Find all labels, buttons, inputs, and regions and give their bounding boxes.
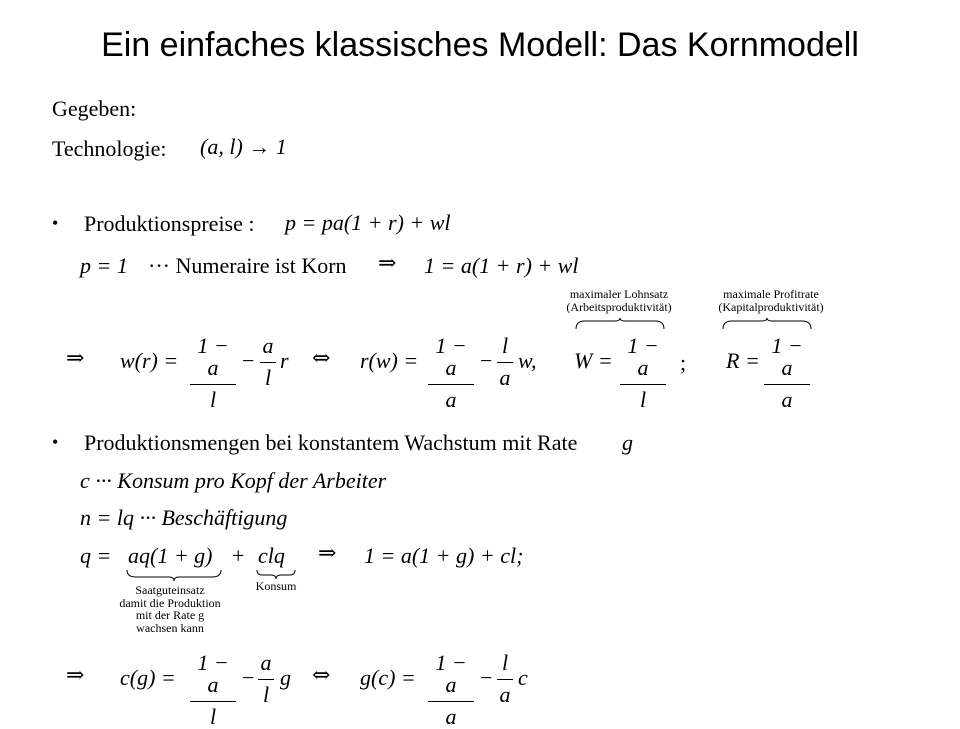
max-profit-brace	[722, 318, 812, 330]
rw-w: w,	[518, 348, 537, 373]
rw-fraction-2	[497, 335, 513, 389]
max-wage-label	[555, 288, 683, 313]
minus-sign: −	[242, 665, 255, 690]
denominator: a	[499, 682, 511, 707]
rw-lhs: r(w) =	[360, 348, 419, 373]
wr-lhs: w(r) =	[120, 348, 179, 373]
cg-g: g	[280, 665, 291, 690]
numerator: 1 − a	[197, 650, 229, 697]
cg-fraction-2	[258, 652, 274, 706]
numerator: 1 − a	[771, 333, 803, 380]
numerator: 1 − a	[435, 650, 467, 697]
max-profit-label-line1: maximale Profitrate	[723, 287, 819, 301]
gc-c: c	[518, 665, 528, 690]
semicolon: ;	[680, 350, 687, 375]
denominator: l	[209, 704, 217, 729]
seed-label	[100, 584, 240, 634]
denominator: l	[209, 387, 217, 412]
production-prices-label: Produktionspreise :	[84, 211, 255, 236]
W-lhs: W =	[574, 348, 613, 373]
plus-sign: +	[232, 543, 245, 568]
seed-label-line2: damit die Produktion	[119, 595, 221, 610]
consumption-line: c ··· Konsum pro Kopf der Arbeiter	[80, 468, 387, 493]
q-term-consumption: clq	[258, 543, 285, 568]
implies-arrow: ⇒	[66, 663, 85, 688]
numerator: l	[501, 650, 509, 675]
bullet-2: •	[52, 432, 59, 452]
max-wage-brace	[575, 318, 665, 330]
growth-rate-var: g	[622, 430, 633, 455]
numeraire-formula: 1 = a(1 + r) + wl	[424, 253, 579, 278]
implies-arrow: ⇒	[66, 346, 85, 371]
R-lhs: R =	[726, 348, 760, 373]
consumption-label: Konsum	[255, 579, 297, 593]
denominator: l	[639, 387, 647, 412]
numeraire-text: ··· Numeraire ist Korn	[148, 253, 347, 278]
minus-sign: −	[480, 665, 493, 690]
wr-fraction-1	[190, 335, 236, 411]
numerator: 1 − a	[435, 333, 467, 380]
production-prices-formula: p = pa(1 + r) + wl	[285, 210, 451, 235]
equivalence-arrow: ⇔	[312, 346, 331, 371]
max-profit-label-line2: (Kapitalproduktivität)	[718, 299, 824, 314]
employment-line: n = lq ··· Beschäftigung	[80, 505, 288, 530]
technology-formula: (a, l) → 1	[200, 134, 287, 159]
cg-lhs: c(g) =	[120, 665, 176, 690]
numerator: 1 − a	[197, 333, 229, 380]
numerator: a	[260, 650, 272, 675]
gc-lhs: g(c) =	[360, 665, 416, 690]
seed-label-line1: Saatguteinsatz	[135, 583, 205, 597]
wr-r: r	[280, 348, 289, 373]
seed-label-line3: mit der Rate g	[135, 608, 205, 623]
max-wage-label-line2: (Arbeitsproduktivität)	[566, 299, 672, 314]
denominator: l	[262, 682, 270, 707]
technology-label: Technologie:	[52, 136, 167, 161]
given-label: Gegeben:	[52, 96, 137, 121]
numeraire-lhs: p = 1	[80, 253, 128, 278]
numerator: 1 − a	[627, 333, 659, 380]
denominator: a	[781, 387, 793, 412]
consumption-brace	[256, 569, 296, 579]
rw-fraction-1	[428, 335, 474, 411]
q-rhs: 1 = a(1 + g) + cl;	[364, 543, 524, 568]
max-wage-label-line1: maximaler Lohnsatz	[569, 287, 669, 301]
production-quantities-label: Produktionsmengen bei konstantem Wachstum mit Rate	[84, 430, 578, 455]
denominator: a	[499, 365, 511, 390]
implies-arrow: ⇒	[378, 251, 397, 276]
minus-sign: −	[480, 348, 493, 373]
equivalence-arrow: ⇔	[312, 663, 331, 688]
numerator: l	[501, 333, 509, 358]
gc-fraction-2	[497, 652, 513, 706]
denominator: a	[445, 704, 457, 729]
bullet-1: •	[52, 213, 59, 233]
implies-arrow: ⇒	[318, 541, 337, 566]
cg-fraction-1	[190, 652, 236, 728]
seed-label-line4: wachsen kann	[136, 620, 204, 635]
gc-fraction-1	[428, 652, 474, 728]
R-fraction	[764, 335, 810, 411]
minus-sign: −	[242, 348, 255, 373]
slide-title: Ein einfaches klassisches Modell: Das Kornmodell	[101, 26, 859, 64]
seed-brace	[126, 569, 222, 581]
max-profit-label	[703, 288, 839, 313]
wr-fraction-2	[260, 335, 276, 389]
denominator: l	[264, 365, 272, 390]
numerator: a	[262, 333, 274, 358]
q-term-seed: aq(1 + g)	[128, 543, 213, 568]
denominator: a	[445, 387, 457, 412]
q-lhs: q =	[80, 543, 112, 568]
W-fraction	[620, 335, 666, 411]
